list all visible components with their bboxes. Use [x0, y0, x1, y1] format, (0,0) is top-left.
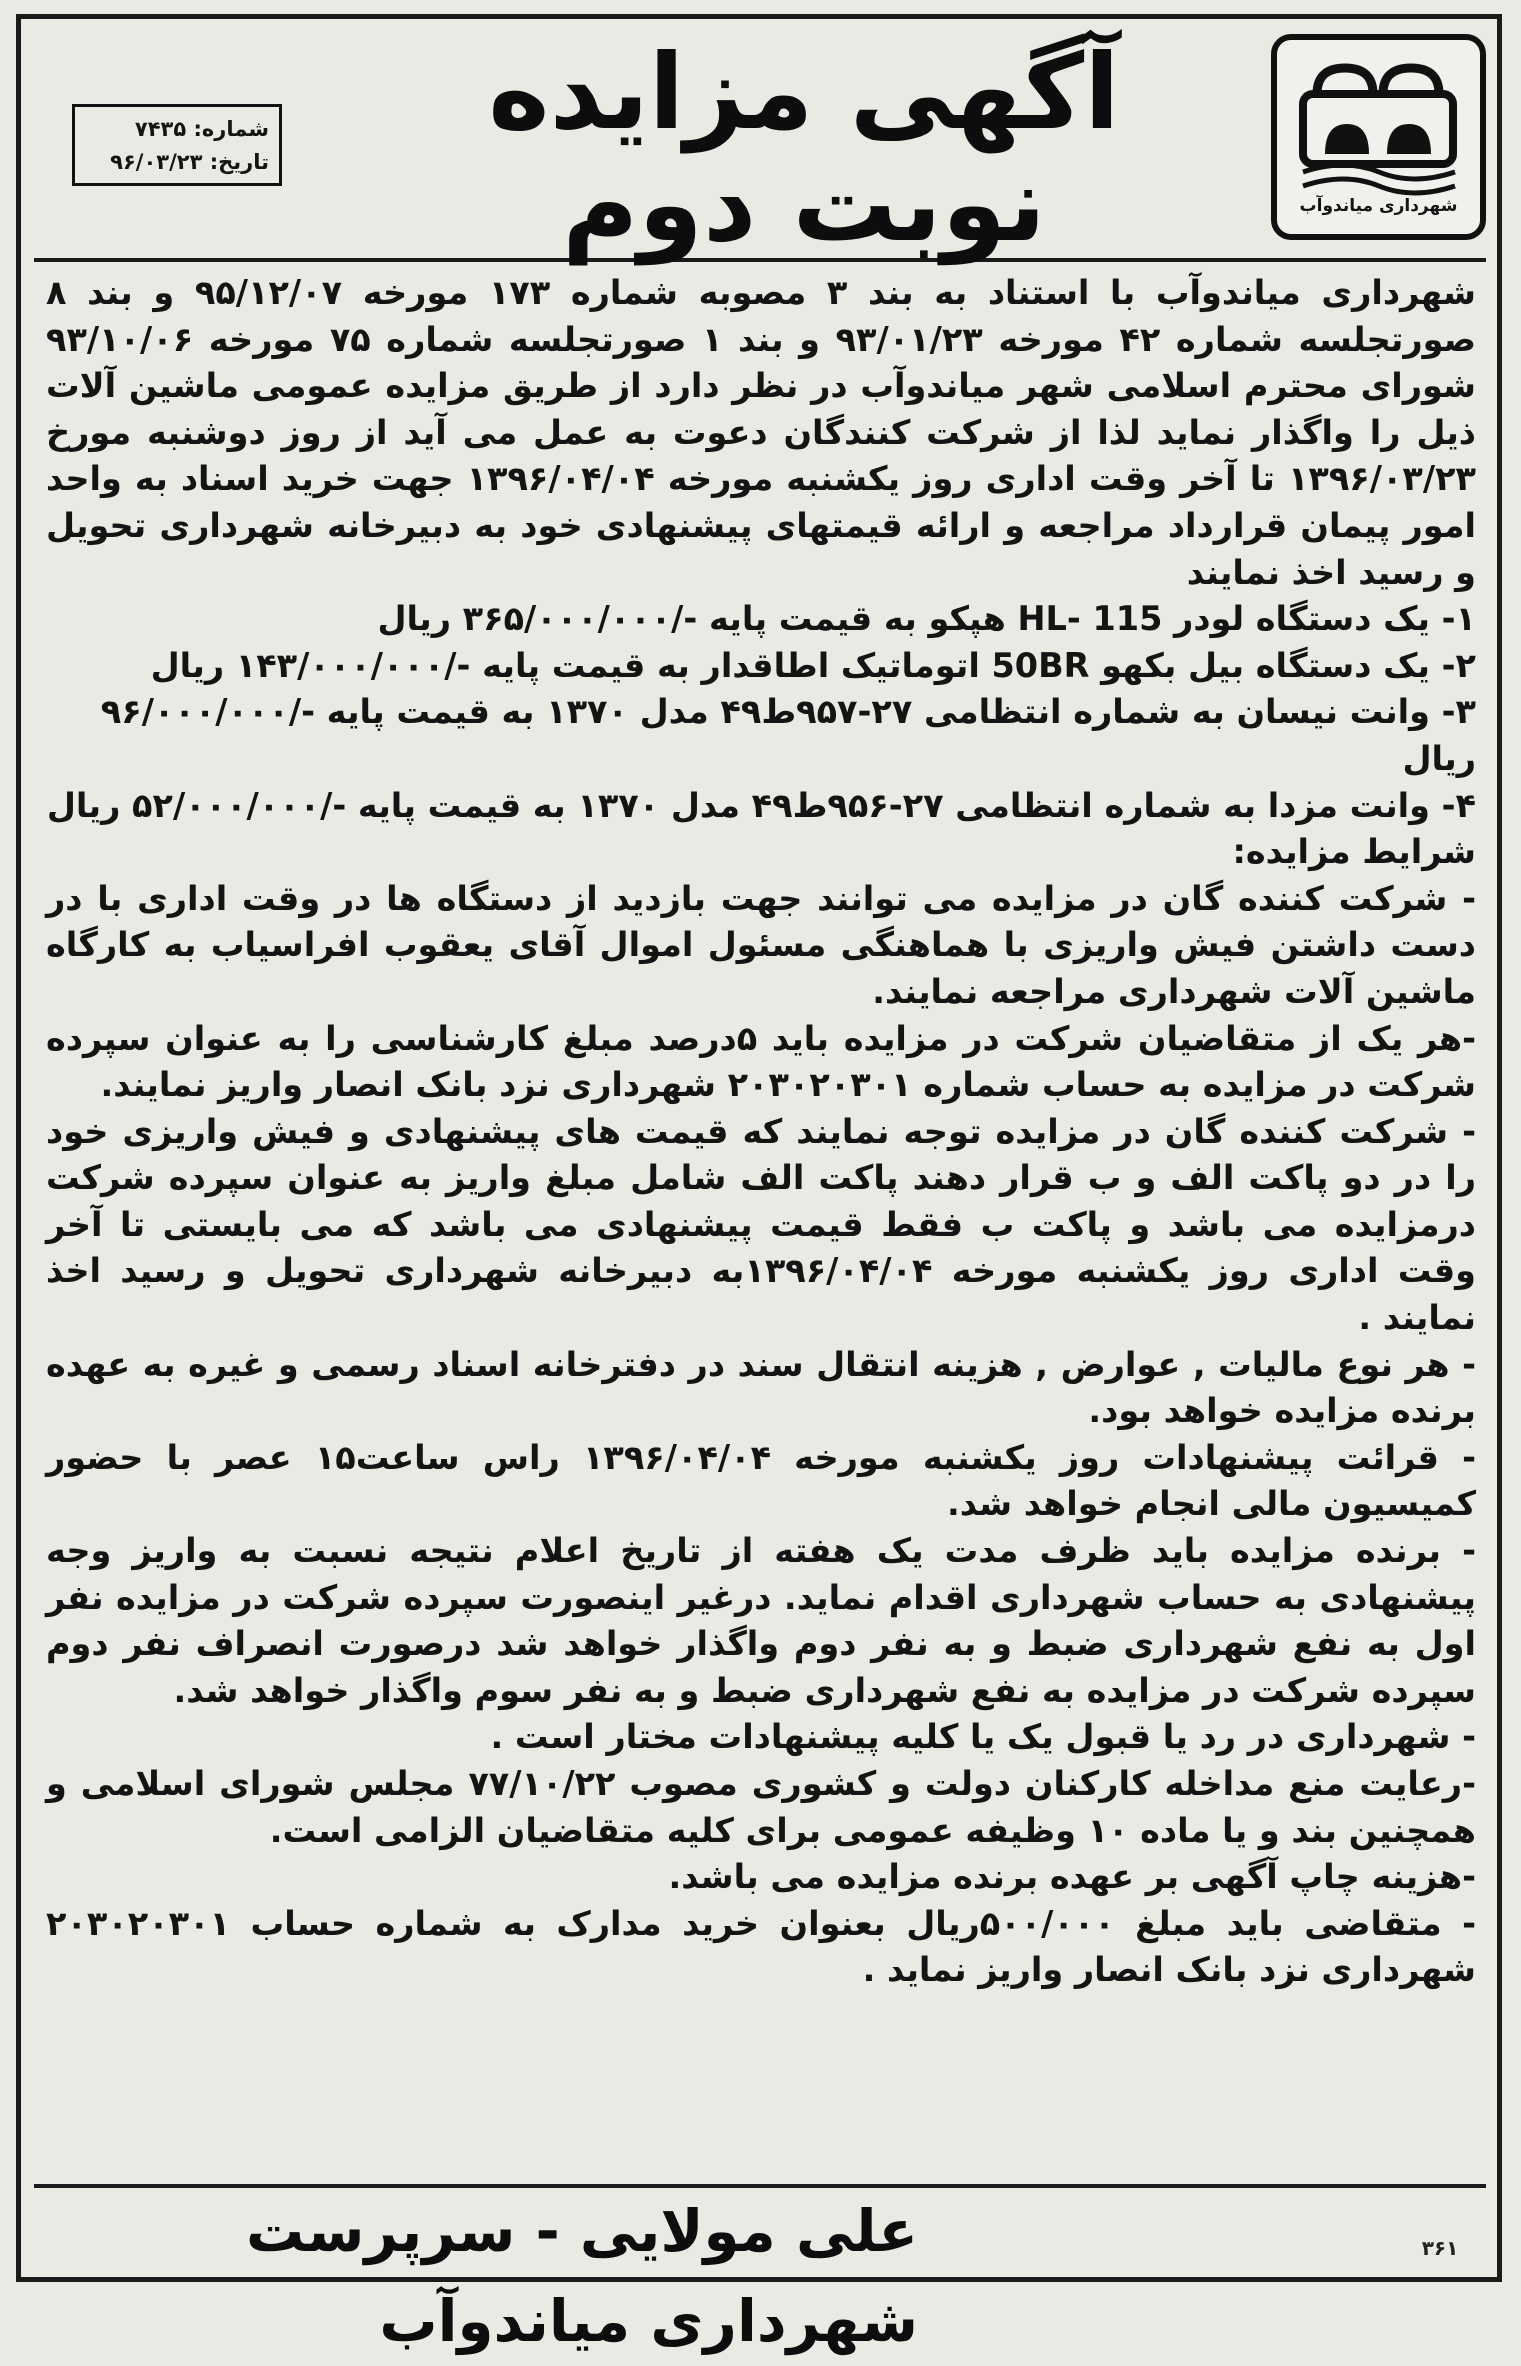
item-text: ۲- یک دستگاه بیل بکهو	[1089, 645, 1476, 685]
condition-item: - شرکت کننده گان در مزایده می توانند جهت بازدید از دستگاه ها در وقت اداری با در دست داشتن فیش واریزی با هماهنگی مسئول اموال آقای یعقوب افراسیاب به کارگاه ماشین آلات شهرداری مراجعه نمایند.	[46, 878, 1476, 1011]
conditions-heading: شرایط مزایده:	[1232, 832, 1476, 872]
title-line-1: آگهی مزایده	[488, 31, 1120, 153]
intro-text: با استناد به بند ۳ مصوبه شماره ۱۷۳ مورخه ۹۵/۱۲/۰۷ و بند ۸ صورتجلسه شماره ۴۲ مورخه ۹۳/۰۱/۲۳ و بند ۱ صورتجلسه شماره ۷۵ مورخه ۹۳/۱۰/۰۶ شورای محترم اسلامی شهر میاندوآب در نظر دارد از طریق مزایده عمومی ماشین آلات ذیل را واگذار نماید لذا از شرکت کنندگان دعوت به عمل می آید از روز دوشنبه مورخ ۱۳۹۶/۰۳/۲۳ تا آخر وقت اداری روز یکشنبه مورخه ۱۳۹۶/۰۴/۰۴ جهت خرید اسناد به واحد امور پیمان قرارداد مراجعه و ارائه قیمتهای پیشنهادی خود به دبیرخانه شهرداری تحویل و رسید اخذ نمایند	[46, 273, 1476, 592]
condition-item: - برنده مزایده باید ظرف مدت یک هفته از تاریخ اعلام نتیجه نسبت به واریز وجه پیشنهادی به حساب شهرداری اقدام نماید. درغیر اینصورت سپرده شرکت در مزایده نفر اول به نفع شهرداری ضبط و به نفر دوم واگذار خواهد شد درصورت انصراف نفر دوم سپرده شرکت در مزایده به نفع شهرداری ضبط و به نفر سوم واگذار خواهد شد.	[46, 1531, 1476, 1710]
notice-header	[34, 28, 1486, 265]
item-text: ۴- وانت مزدا به شماره انتظامی ۲۷-۹۵۶ط۴۹ مدل ۱۳۷۰ به قیمت پایه -/۵۲/۰۰۰/۰۰۰ ریال	[46, 785, 1476, 825]
condition-item: - قرائت پیشنهادات روز یکشنبه مورخه ۱۳۹۶/۰۴/۰۴ راس ساعت۱۵ عصر با حضور کمیسیون مالی انجام خواهد شد.	[46, 1437, 1476, 1524]
list-item	[46, 783, 1476, 830]
list-item	[46, 689, 1476, 782]
item-price: هپکو به قیمت پایه -/۳۶۵/۰۰۰/۰۰۰ ریال	[377, 599, 1018, 639]
item-model: 50BR	[991, 645, 1090, 685]
intro-paragraph	[46, 270, 1476, 596]
condition-item: -هر یک از متقاضیان شرکت در مزایده باید ۵درصد مبلغ کارشناسی را به عنوان سپرده شرکت در مزایده به حساب شماره ۲۰۳۰۲۰۳۰۱ شهرداری نزد بانک انصار واریز نمایند.	[46, 1018, 1477, 1105]
condition-item: -هزینه چاپ آگهی بر عهده برنده مزایده می باشد.	[668, 1857, 1476, 1897]
item-text: ۱- یک دستگاه لودر	[1162, 599, 1476, 639]
intro-lead: شهرداری میاندوآب	[1155, 273, 1476, 312]
municipality-logo	[1271, 34, 1486, 240]
title-line-2: نوبت دوم	[562, 143, 1046, 265]
notice-body	[46, 270, 1476, 1994]
reference-number: شماره: ۷۴۳۵	[134, 117, 269, 141]
condition-item: - متقاضی باید مبلغ ۵۰۰/۰۰۰ریال بعنوان خرید مدارک به شماره حساب ۲۰۳۰۲۰۳۰۱ شهرداری نزد بانک انصار واریز نماید .	[46, 1903, 1476, 1990]
item-model: HL- 115	[1017, 599, 1163, 639]
notice-title	[374, 31, 1234, 265]
reference-box	[72, 104, 282, 186]
condition-item: - شهرداری در رد یا قبول یک یا کلیه پیشنهادات مختار است .	[490, 1717, 1476, 1757]
item-price: اتوماتیک اطاقدار به قیمت پایه -/۱۴۳/۰۰۰/۰۰۰ ریال	[150, 645, 992, 685]
item-text: ۳- وانت نیسان به شماره انتظامی ۲۷-۹۵۷ط۴۹ مدل ۱۳۷۰ به قیمت پایه -/۹۶/۰۰۰/۰۰۰ ریال	[100, 692, 1476, 778]
condition-item: - هر نوع مالیات , عوارض , هزینه انتقال سند در دفترخانه اسناد رسمی و غیره به عهده برنده مزایده خواهد بود.	[46, 1344, 1476, 1431]
page-number: ۳۶۱	[1421, 2236, 1459, 2260]
list-item	[46, 596, 1476, 643]
list-item	[46, 643, 1476, 690]
signature: علی مولایی - سرپرست شهرداری میاندوآب	[246, 2197, 918, 2355]
logo-caption: شهرداری میاندوآب	[1299, 196, 1458, 216]
reference-date: تاریخ: ۹۶/۰۳/۲۳	[110, 150, 269, 174]
condition-item: - شرکت کننده گان در مزایده توجه نمایند که قیمت های پیشنهادی و فیش واریزی خود را در دو پاکت الف و ب قرار دهند پاکت الف شامل مبلغ واریز به عنوان سپرده شرکت درمزایده می باشد و پاکت ب فقط قیمت پیشنهادی می باشد که می بایستی تا آخر وقت اداری روز یکشنبه مورخه ۱۳۹۶/۰۴/۰۴به دبیرخانه شهرداری تحویل و رسید اخذ نمایند .	[46, 1111, 1476, 1338]
condition-item: -رعایت منع مداخله کارکنان دولت و کشوری مصوب ۷۷/۱۰/۲۲ مجلس شورای اسلامی و همچنین بند و یا ماده ۱۰ وظیفه عمومی برای کلیه متقاضیان الزامی است.	[46, 1764, 1476, 1850]
